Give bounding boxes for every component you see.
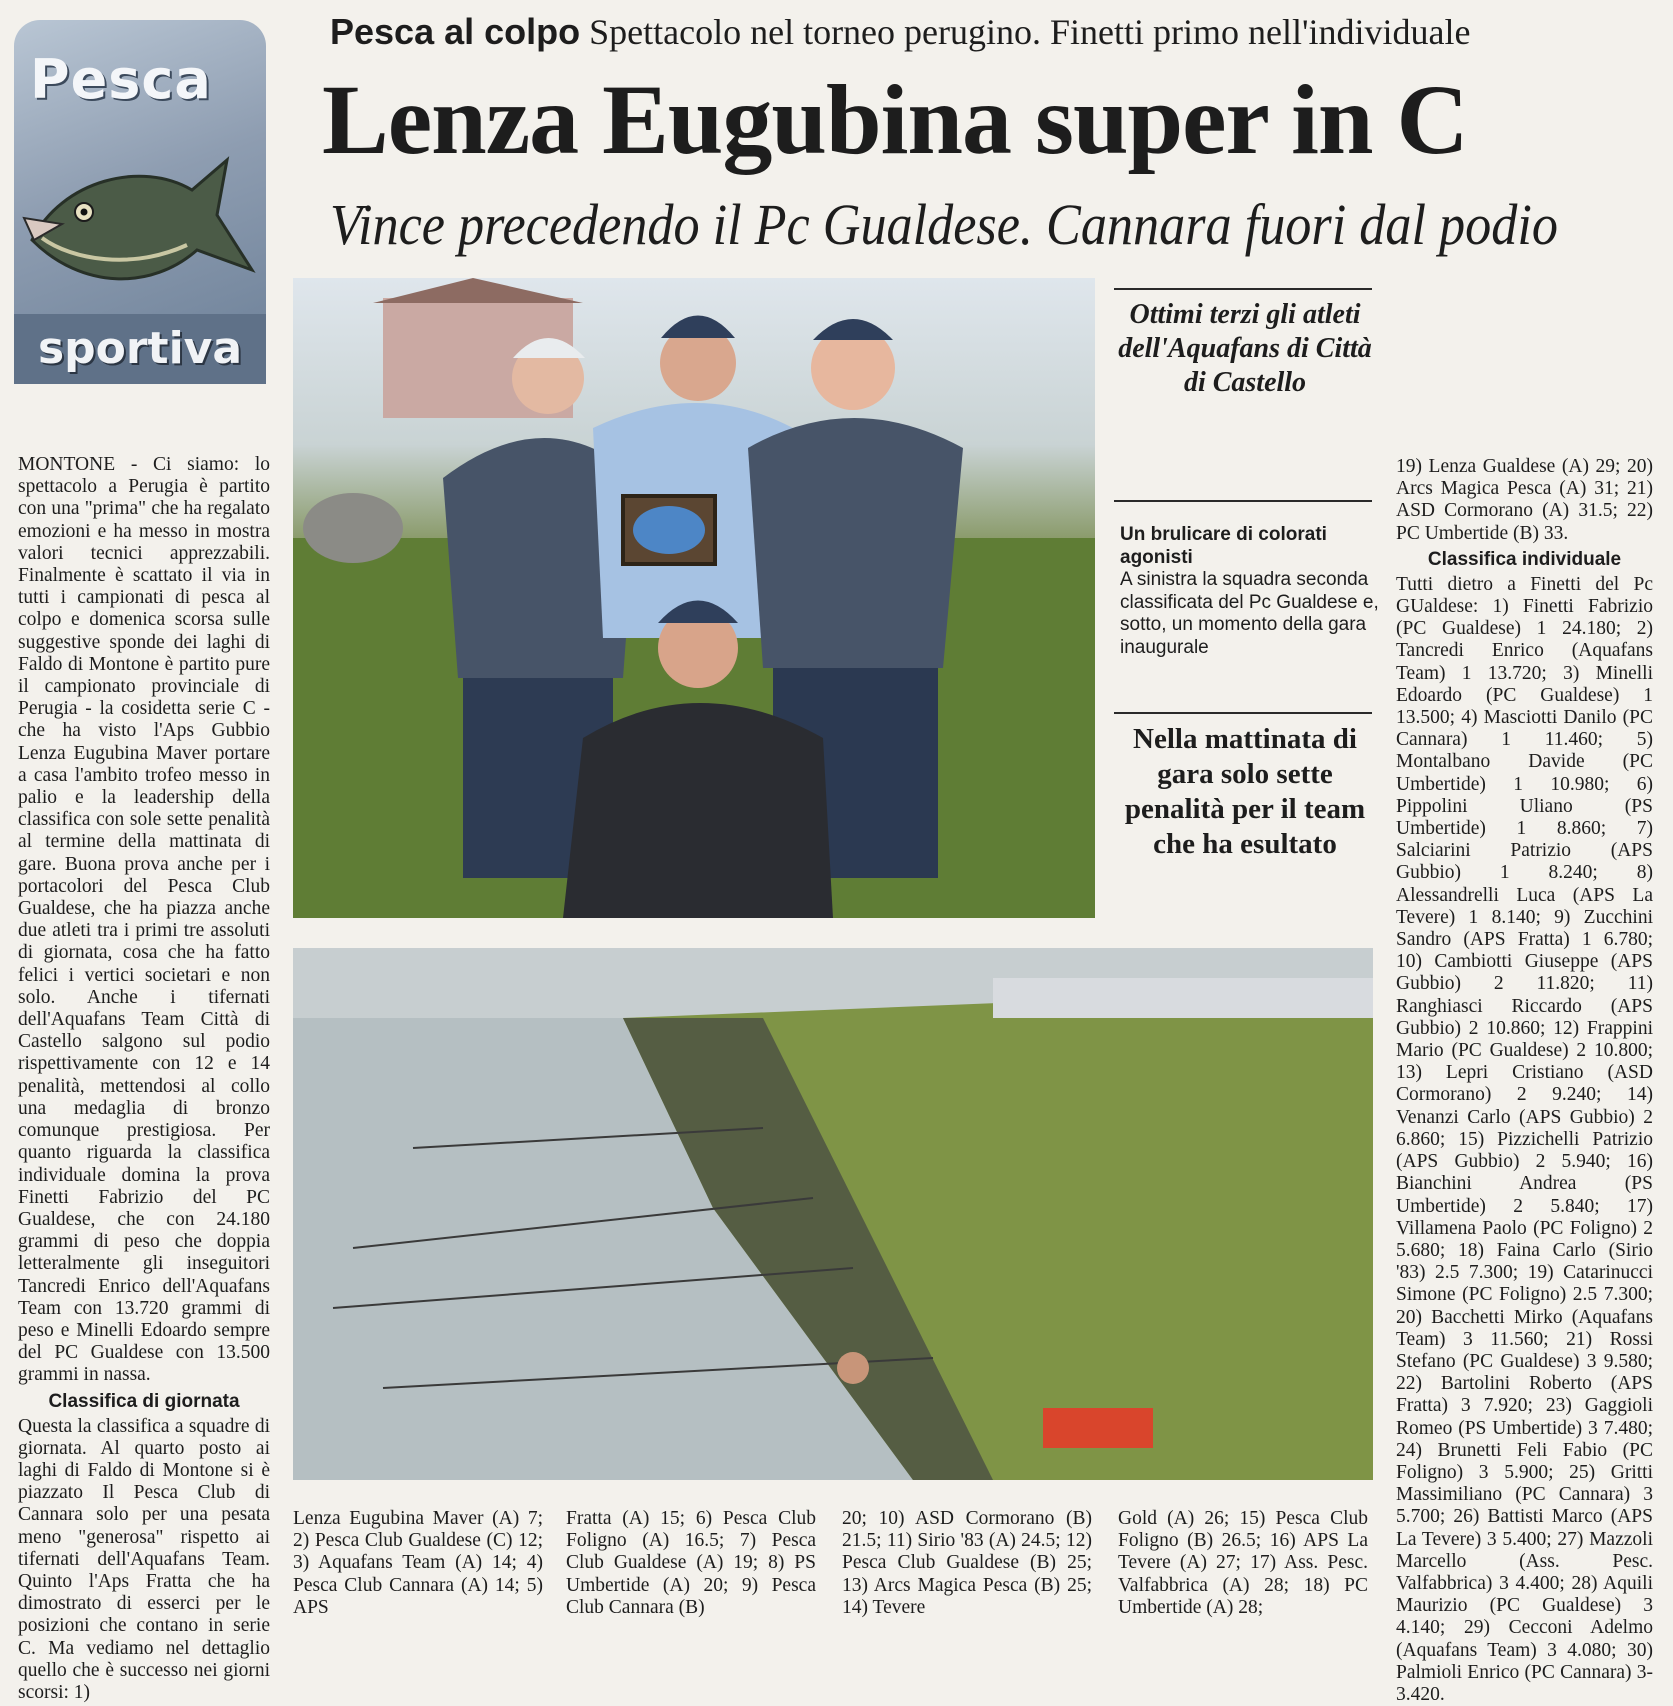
pull-quote-aquafans: Ottimi terzi gli atleti dell'Aquafans di Città di Castello xyxy=(1118,299,1372,398)
photo-caption xyxy=(1120,524,1380,659)
fish-icon xyxy=(22,120,262,310)
subhead-classifica-giornata: Classifica di giornata xyxy=(48,1390,240,1412)
callout-rule-middle xyxy=(1114,500,1372,502)
team-photo xyxy=(293,278,1095,918)
team-photo-illustration xyxy=(293,278,1095,918)
subheadline: Vince precedendo il Pc Gualdese. Cannara fuori dal podio xyxy=(330,192,1558,257)
section-logo xyxy=(14,20,266,384)
logo-subtitle: sportiva xyxy=(14,314,266,384)
bottom-column-3: 20; 10) ASD Cormorano (B) 21.5; 11) Sirio '83 (A) 24.5; 12) Pesca Club Gualdese (B) 25; 13) Arcs Magica Pesca (B) 25; 14) Tevere xyxy=(842,1508,1092,1618)
lake-photo-illustration xyxy=(293,948,1373,1480)
lake-competition-photo xyxy=(293,948,1373,1480)
callout-rule-bottom xyxy=(1114,712,1372,714)
kicker-section: Pesca al colpo xyxy=(330,11,581,52)
article-body-2: Questa la classifica a squadre di giornata. Al quarto posto ai laghi di Faldo di Montone si è piazzato Il Pesca Club di Cannara solo per una pesata meno "generosa" rispetto ai tifernati dell'Aquafans Team. Quinto l'Aps Fratta che ha dimostrato di esserci per le posizioni che contano in serie C. Ma vediamo nel dettaglio quello che è successo nei giorni scorsi: 1) xyxy=(18,1415,270,1703)
caption-text: A sinistra la squadra seconda classificata del Pc Gualdese e, sotto, un momento della gara inaugurale xyxy=(1120,569,1379,658)
callout-rule-top xyxy=(1114,288,1372,290)
article-body-1: MONTONE - Ci siamo: lo spettacolo a Perugia è partito con una "prima" che ha regalato emozioni e ha messo in mostra valori tecnici apprezzabili. Finalmente è scattato il via in tutti i campionati di pesca al colpo e domenica scorsa sulle suggestive sponde dei laghi di Faldo di Montone è partito pure il campionato provinciale di Perugia - la cosidetta serie C - che ha visto l'Aps Gubbio Lenza Eugubina Maver portare a casa l'ambito trofeo messo in palio e la leadership della classifica con sole sette penalità al termine della mattinata di gare. Buona prova anche per i portacolori del Pesca Club Gualdese, che ha piazza anche due atleti tra i primi tre assoluti di giornata, cosa che ha fatto felici i vertici societari e non solo. Anche i tifernati dell'Aquafans Team Città di Castello salgono sul podio rispettivamente con 12 e 14 penalità, mettendosi al collo una medaglia di bronzo comunque prestigiosa. Per quanto riguarda la classifica individuale domina la prova Finetti Fabrizio del PC Gualdese, che con 24.180 grammi di peso che doppia letteralmente gli inseguitori Tancredi Enrico dell'Aquafans Team con 13.720 grammi di peso e Minelli Edoardo sempre del PC Gualdese con 13.500 grammi in nassa. xyxy=(18,454,270,1386)
kicker-text: Spettacolo nel torneo perugino. Finetti primo nell'individuale xyxy=(589,12,1471,52)
right-column xyxy=(1396,456,1653,1706)
kicker-line xyxy=(330,10,1650,54)
subhead-classifica-individuale: Classifica individuale xyxy=(1427,548,1622,570)
bottom-column-2: Fratta (A) 15; 6) Pesca Club Foligno (A) 16.5; 7) Pesca Club Gualdese (A) 19; 8) PS Umbertide (A) 20; 9) Pesca Club Cannara (B) xyxy=(566,1508,816,1618)
logo-title: Pesca xyxy=(30,48,212,111)
pull-quote-penalita: Nella mattinata di gara solo sette penalità per il team che ha esultato xyxy=(1124,723,1366,860)
caption-title: Un brulicare di colorati agonisti xyxy=(1120,524,1327,568)
headline: Lenza Eugubina super in C xyxy=(322,64,1468,175)
bottom-column-1: Lenza Eugubina Maver (A) 7; 2) Pesca Club Gualdese (C) 12; 3) Aquafans Team (A) 14; 4) Pesca Club Cannara (A) 14; 5) APS xyxy=(293,1508,543,1618)
standings-continued: 19) Lenza Gualdese (A) 29; 20) Arcs Magica Pesca (A) 31; 21) ASD Cormorano (A) 31.5; 22) PC Umbertide (B) 33. xyxy=(1396,456,1653,544)
individual-standings: Tutti dietro a Finetti del Pc GUaldese: 1) Finetti Fabrizio (PC Gualdese) 1 24.180; 2) Tancredi Enrico (Aquafans Team) 1 13.720; 3) Minelli Edoardo (PC Gualdese) 1 13.500; 4) Masciotti Danilo (PC Cannara) 1 11.460; 5) Montalbano Davide (PC Umbertide) 1 10.980; 6) Pippolini Uliano (PS Umbertide) 1 8.860; 7) Salciarini Patrizio (APS Gubbio) 1 8.240; 8) Alessandrelli Luca (APS La Tevere) 1 8.140; 9) Zucchini Sandro (APS Fratta) 1 6.780; 10) Cambiotti Giuseppe (APS Gubbio) 2 11.820; 11) Ranghiasci Riccardo (APS Gubbio) 2 10.860; 12) Frappini Mario (PC Gualdese) 2 10.800; 13) Lepri Cristiano (ASD Cormorano) 2 9.240; 14) Venanzi Carlo (APS Gubbio) 2 6.860; 15) Pizzichelli Patrizio (APS Gubbio) 2 5.940; 16) Bianchini Andrea (PS Umbertide) 2 5.840; 17) Villamena Paolo (PC Foligno) 2 5.680; 18) Faina Carlo (Sirio '83) 2.5 7.300; 19) Catarinucci Simone (PC Foligno) 2.5 7.300; 20) Bacchetti Mirko (Aquafans Team) 3 11.560; 21) Rossi Stefano (PC Gualdese) 3 9.580; 22) Bartolini Roberto (APS Fratta) 3 7.920; 23) Gaggioli Romeo (PS Umbertide) 3 7.480; 24) Brunetti Feli Fabio (PC Foligno) 3 5.900; 25) Gritti Massimiliano (PC Cannara) 3 5.700; 26) Battisti Marco (APS La Tevere) 3 5.400; 27) Mazzoli Marcello (Ass. Pesc. Valfabbrica) 3 4.400; 28) Aquili Maurizio (PC Gualdese) 3 4.140; 29) Cecconi Adelmo (Aquafans Team) 3 4.080; 30) Palmioli Enrico (PC Cannara) 3- 3.420. xyxy=(1396,573,1653,1705)
left-column xyxy=(18,454,270,1704)
bottom-column-4: Gold (A) 26; 15) Pesca Club Foligno (B) 26.5; 16) APS La Tevere (A) 27; 17) Ass. Pesc. Valfabbrica (A) 28; 18) PC Umbertide (A) 28; xyxy=(1118,1508,1368,1618)
